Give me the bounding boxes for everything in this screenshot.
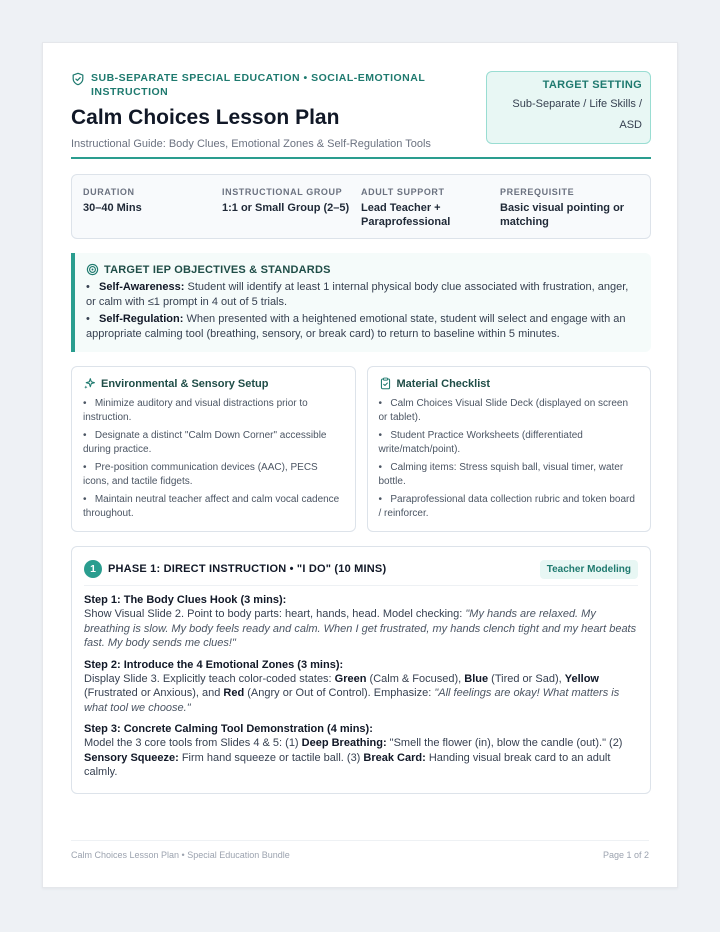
meta-support <box>361 187 500 226</box>
step-title: Step 1: The Body Clues Hook (3 mins): <box>84 594 287 606</box>
step-text: (Frustrated or Anxious), and <box>84 687 224 699</box>
zone-yellow: Yellow <box>564 672 599 685</box>
step-body <box>84 672 638 716</box>
objectives-heading <box>86 263 640 276</box>
phase-role-badge: Teacher Modeling <box>540 560 638 579</box>
materials-list <box>379 397 640 521</box>
list-item-text: Minimize auditory and visual distractions prior to instruction. <box>83 398 308 423</box>
objective-text: When presented with a heightened emotional state, student will select and engage with an appropriate calming tool (breathing, sensory, or break card) to return to baseline within 5 minutes. <box>86 313 626 340</box>
page-footer <box>71 840 649 860</box>
header <box>71 71 651 159</box>
setup-heading <box>83 377 344 390</box>
setup-list <box>83 397 344 521</box>
setup-card <box>71 366 356 532</box>
lesson-meta <box>71 174 651 239</box>
setup-heading-text: Environmental & Sensory Setup <box>101 377 269 390</box>
step-text: (Tired or Sad), <box>488 672 565 685</box>
eyebrow-text: SUB-SEPARATE SPECIAL EDUCATION • SOCIAL-EMOTIONAL INSTRUCTION <box>91 72 426 98</box>
list-item-text: Student Practice Worksheets (differentiated write/match/point). <box>378 430 583 455</box>
list-item-text: Calm Choices Visual Slide Deck (displayed on screen or tablet). <box>378 398 629 423</box>
meta-label: DURATION <box>83 187 135 197</box>
list-item: • Paraprofessional data collection rubric and token board / reinforcer. <box>378 494 635 519</box>
step-text: Display Slide 3. Explicitly teach color-coded states: <box>84 672 335 685</box>
meta-label: INSTRUCTIONAL GROUP <box>222 187 343 197</box>
list-item-text: Paraprofessional data collection rubric and token board / reinforcer. <box>378 494 635 519</box>
list-item: • Pre-position communication devices (AAC), PECS icons, and tactile fidgets. <box>83 462 318 487</box>
meta-label: PREREQUISITE <box>500 187 575 197</box>
eyebrow <box>71 71 451 99</box>
page-title: Calm Choices Lesson Plan <box>71 106 340 129</box>
zone-blue: Blue <box>464 672 489 685</box>
step-body <box>84 736 638 780</box>
list-item: • Student Practice Worksheets (differentiated write/match/point). <box>378 430 583 455</box>
step-text: (Calm & Focused), <box>366 672 465 685</box>
objective-label: Self-Regulation: <box>99 313 184 325</box>
phase-number-badge: 1 <box>84 560 102 578</box>
objectives-heading-text: TARGET IEP OBJECTIVES & STANDARDS <box>104 263 331 276</box>
objective-text: Student will identify at least 1 internal physical body clue associated with frustration, anger, or calm with ≤1 prompt in 4 out of 5 trials. <box>86 281 629 308</box>
meta-label: ADULT SUPPORT <box>361 187 445 197</box>
phase-1-card <box>71 546 651 794</box>
step-text: Show Visual Slide 2. Point to body parts: heart, hands, head. Model checking: <box>84 608 466 620</box>
zone-green: Green <box>334 672 367 685</box>
meta-value: 30–40 Mins <box>83 202 142 214</box>
meta-value: 1:1 or Small Group (2–5) <box>222 202 350 214</box>
tool-name: Deep Breathing: <box>301 737 387 749</box>
step-quote: "My hands are relaxed. My breathing is slow. My body feels ready and calm. When I get frustrated, my hands clench tight and my heart beats fast. My body sends me clues!" <box>84 608 637 649</box>
tool-name: Sensory Squeeze: <box>84 751 179 764</box>
setup-materials-row <box>71 366 651 532</box>
step-text: (Angry or Out of Control). Emphasize: <box>244 687 435 699</box>
meta-value: Basic visual pointing or matching <box>500 202 625 228</box>
list-item: • Calm Choices Visual Slide Deck (displayed on screen or tablet). <box>378 398 629 423</box>
materials-heading <box>379 377 640 390</box>
target-icon <box>86 263 99 276</box>
list-item-text: Calming items: Stress squish ball, visual timer, water bottle. <box>378 462 624 487</box>
list-item: • Maintain neutral teacher affect and calm vocal cadence throughout. <box>83 494 340 519</box>
objective-label: Self-Awareness: <box>99 281 185 293</box>
page-subtitle: Instructional Guide: Body Clues, Emotional Zones & Self-Regulation Tools <box>71 138 431 150</box>
objectives-list <box>86 280 640 341</box>
list-item-text: Maintain neutral teacher affect and calm vocal cadence throughout. <box>83 494 340 519</box>
zone-red: Red <box>223 687 245 699</box>
clipboard-icon <box>379 377 392 390</box>
page-content <box>71 71 651 794</box>
step-text: "Smell the flower (in), blow the candle (out)." (2) <box>386 737 623 749</box>
lesson-plan-page <box>42 42 678 888</box>
page-number: Page 1 of 2 <box>602 850 649 860</box>
step-body <box>84 607 638 651</box>
list-item-text: Pre-position communication devices (AAC), PECS icons, and tactile fidgets. <box>83 462 318 487</box>
step-text: Handing visual break card to an adult calmly. <box>84 751 611 778</box>
tool-name: Break Card: <box>363 751 426 764</box>
step-title: Step 2: Introduce the 4 Emotional Zones (3 mins): <box>84 658 344 671</box>
meta-value: Lead Teacher + Paraprofessional <box>361 202 451 228</box>
objective-item: • Self-Regulation: When presented with a heightened emotional state, student will select and engage with an appropriate calming tool (breathing, sensory, or break card) to return to baseline within 5 minutes. <box>86 313 626 340</box>
target-setting-value: Sub-Separate / Life Skills / ASD <box>512 98 642 131</box>
list-item: • Calming items: Stress squish ball, visual timer, water bottle. <box>378 462 624 487</box>
list-item-text: Designate a distinct "Calm Down Corner" accessible during practice. <box>83 430 327 455</box>
meta-group <box>222 187 361 226</box>
list-item: • Designate a distinct "Calm Down Corner" accessible during practice. <box>83 430 327 455</box>
phase-header <box>84 559 638 579</box>
step-text: Firm hand squeeze or tactile ball. (3) <box>178 751 364 764</box>
objective-item: • Self-Awareness: Student will identify at least 1 internal physical body clue associated with frustration, anger, or calm with ≤1 prompt in 4 out of 5 trials. <box>86 281 629 308</box>
shield-check-icon <box>71 72 85 86</box>
materials-card <box>367 366 652 532</box>
step-1 <box>84 594 638 651</box>
step-title: Step 3: Concrete Calming Tool Demonstration (4 mins): <box>84 723 373 735</box>
iep-objectives <box>71 253 651 352</box>
meta-duration <box>83 187 222 226</box>
target-setting-label: TARGET SETTING <box>542 79 642 91</box>
meta-prerequisite <box>500 187 639 226</box>
list-item: • Minimize auditory and visual distractions prior to instruction. <box>83 398 308 423</box>
sparkles-icon <box>83 377 96 390</box>
materials-heading-text: Material Checklist <box>396 377 491 390</box>
footer-title: Calm Choices Lesson Plan • Special Education Bundle <box>71 850 290 860</box>
step-2 <box>84 659 638 716</box>
target-setting-box <box>486 71 651 144</box>
divider <box>84 585 638 586</box>
step-text: Model the 3 core tools from Slides 4 & 5: (1) <box>84 737 302 749</box>
step-quote: "All feelings are okay! What matters is what tool we choose." <box>84 687 620 714</box>
phase-title: PHASE 1: DIRECT INSTRUCTION • "I DO" (10 MINS) <box>108 563 387 575</box>
step-3 <box>84 723 638 780</box>
